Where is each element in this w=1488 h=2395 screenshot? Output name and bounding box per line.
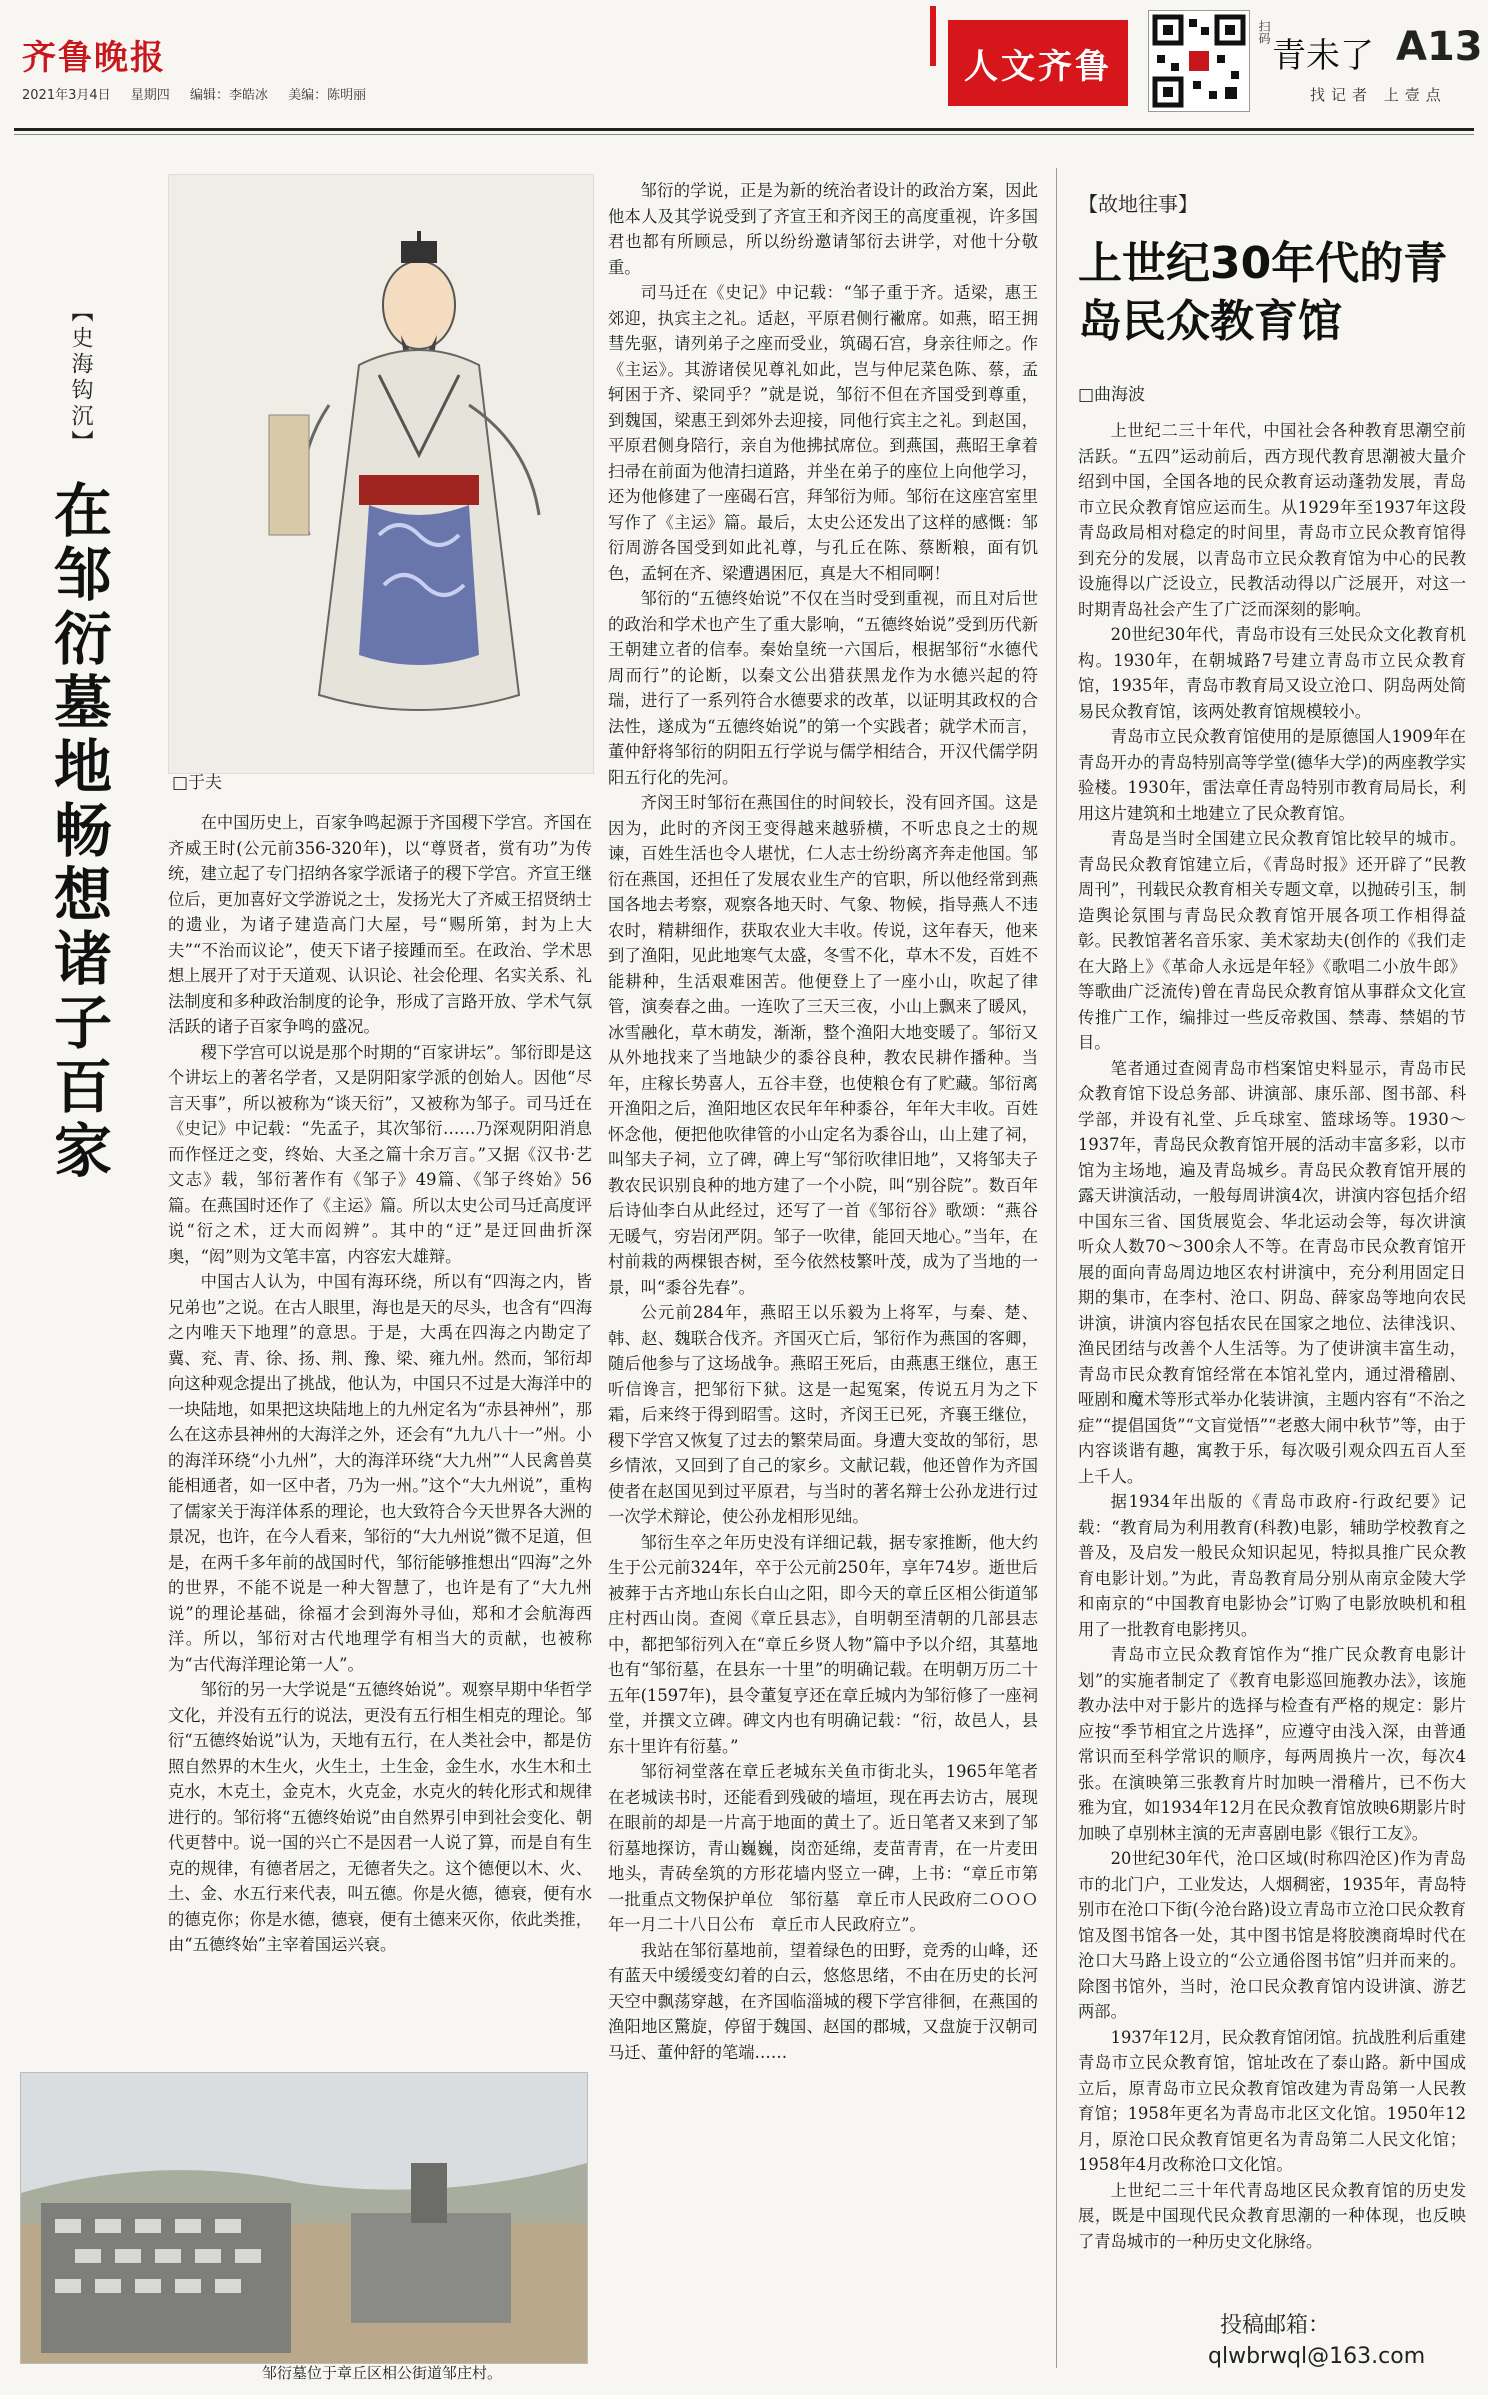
paragraph: 邹衍的学说，正是为新的统治者设计的政治方案，因此他本人及其学说受到了齐宣王和齐闵王的高度重视，许多国君也都有所顾忌，所以纷纷邀请邹衍去讲学，对他十分敬重。 xyxy=(608,181,1038,277)
paragraph: 稷下学宫可以说是那个时期的“百家讲坛”。邹衍即是这个讲坛上的著名学者，又是阴阳家学派的创始人。因他“尽言天事”，所以被称为“谈天衍”，又被称为邹子。司马迁在《史记》中记载：“先孟子，其次邹衍……乃深观阴阳消息而作怪迂之变，终始、大圣之篇十余万言。”又据《汉书·艺文志》载，邹衍著作有《邹子》49篇、《邹子终始》56篇。在燕国时还作了《主运》篇。所以太史公司马迁高度评说“衍之术，迂大而闳辨”。其中的“迂”是迂回曲折深奥，“闳”则为文笔丰富，内容宏大雄辩。 xyxy=(168,1042,592,1266)
scholar-figure-icon xyxy=(169,175,593,773)
paragraph: 上世纪二三十年代，中国社会各种教育思潮空前活跃。“五四”运动前后，西方现代教育思潮被大量介绍到中国，全国各地的民众教育运动蓬勃发展，青岛市立民众教育馆应运而生。从1929年至1937年这段青岛政局相对稳定的时间里，青岛市立民众教育馆得到充分的发展，以青岛市立民众教育馆为中心的民教设施得以广泛设立，民教活动得以广泛展开，对这一时期青岛社会产生了广泛而深刻的影响。 xyxy=(1078,421,1466,619)
right-article-column xyxy=(1078,418,1466,2288)
paragraph: 上世纪二三十年代青岛地区民众教育馆的历史发展，既是中国现代民众教育思潮的一种体现，也反映了青岛城市的一种历史文化脉络。 xyxy=(1078,2180,1466,2251)
qr-code[interactable] xyxy=(1148,10,1250,112)
weekday: 星期四 xyxy=(130,88,170,103)
page-slogan: 找记者 上壹点 xyxy=(1310,86,1447,104)
paragraph: 邹衍生卒之年历史没有详细记载，据专家推断，他大约生于公元前324年，卒于公元前250年，享年74岁。逝世后被葬于古齐地山东长白山之阳，即今天的章丘区相公街道邹庄村西山岗。查阅《章丘县志》，自明朝至清朝的几部县志中，都把邹衍列入在“章丘乡贤人物”篇中予以介绍，其墓地也有“邹衍墓，在县东一十里”的明确记载。在明朝万历二十五年(1597年)，县令董复亨还在章丘城内为邹衍修了一座祠堂，并撰文立碑。碑文内也有明确记载：“衍，故邑人，县东十里许有衍墓。” xyxy=(608,1532,1038,1756)
masthead-logo: 齐鲁晚报 xyxy=(22,38,166,78)
section-tab-accent xyxy=(930,6,936,66)
header-rule xyxy=(14,128,1474,131)
designer: 美编：陈明丽 xyxy=(288,88,367,103)
qr-label: 扫码 xyxy=(1257,20,1271,44)
paragraph: 我站在邹衍墓地前，望着绿色的田野，竞秀的山峰，还有蓝天中缓缓变幻着的白云，悠悠思绪，不由在历史的长河天空中飘荡穿越，在齐国临淄城的稷下学宫徘徊，在燕国的渔阳地区驚旋，停留于魏国、赵国的郡城，又盘旋于汉朝司马迁、董仲舒的笔端…… xyxy=(608,1940,1038,2062)
paragraph: 青岛市立民众教育馆使用的是原德国人1909年在青岛开办的青岛特别高等学堂(德华大学)的两座教学实验楼。1930年，雷法章任青岛特别市教育局局长，利用这片建筑和土地建立了民众教育馆。 xyxy=(1078,727,1466,823)
dateline xyxy=(22,84,382,103)
editor: 编辑：李皓冰 xyxy=(189,88,268,103)
submission-mailbox-label: 投稿邮箱： xyxy=(1220,2313,1331,2338)
left-article-author: □于夫 xyxy=(172,773,223,793)
right-kicker: 【故地往事】 xyxy=(1078,192,1198,216)
left-kicker: 【史海钩沉】 xyxy=(68,300,93,456)
paragraph: 司马迁在《史记》中记载：“邹子重于齐。适梁，惠王郊迎，执宾主之礼。适赵，平原君侧行襒席。如燕，昭王拥彗先驱，请列弟子之座而受业，筑碣石宫，身亲往师之。作《主运》。其游诸侯见尊礼如此，岂与仲尼菜色陈、蔡，孟轲困于齐、梁同乎？”就是说，邹衍不但在齐国受到尊重，到魏国，梁惠王到郊外去迎接，同他行宾主之礼。到赵国，平原君侧身陪行，亲自为他拂拭席位。到燕国，燕昭王拿着扫帚在前面为他清扫道路，并坐在弟子的座位上向他学习，还为他修建了一座碣石宫，拜邹衍为师。邹衍在这座宫室里写作了《主运》篇。最后，太史公还发出了这样的感慨：邹衍周游各国受到如此礼尊，与孔丘在陈、蔡断粮，面有饥色，孟轲在齐、梁遭遇困厄，真是大不相同啊！ xyxy=(608,283,1038,583)
left-article-column-2 xyxy=(608,178,1038,2228)
paragraph: 邹衍祠堂落在章丘老城东关鱼市街北头，1965年笔者在老城读书时，还能看到残破的墙垣，现在再去访古，展现在眼前的却是一片高于地面的黄土了。近日笔者又来到了邹衍墓地探访，青山巍巍，岗峦延绵，麦苗青青，在一片麦田地头，青砖垒筑的方形花墙内竖立一碑，上书：“章丘市第一批重点文物保护单位 邹衍墓 章丘市人民政府二ＯＯＯ年一月二十八日公布 章丘市人民政府立”。 xyxy=(608,1762,1038,1934)
page-label: 青未了 xyxy=(1272,36,1374,76)
tomb-photo xyxy=(20,2072,588,2364)
right-article-title: 上世纪30年代的青岛民众教育馆 xyxy=(1078,238,1448,347)
paragraph: 邹衍的“五德终始说”不仅在当时受到重视，而且对后世的政治和学术也产生了重大影响，“五德终始说”受到历代新王朝建立者的信奉。秦始皇统一六国后，根据邹衍“水德代周而行”的论断，以秦文公出猎获黑龙作为水德兴起的符瑞，进行了一系列符合水德要求的改革，以证明其政权的合法性，遂成为“五德终始说”的第一个实践者；就学术而言，董仲舒将邹衍的阴阳五行学说与儒学相结合，开汉代儒学阴阳五行化的先河。 xyxy=(608,589,1038,787)
paragraph: 邹衍的另一大学说是“五德终始说”。观察早期中华哲学文化，并没有五行的说法，更没有五行相生相克的理论。邹衍“五德终始说”认为，天地有五行，在人类社会中，都是仿照自然界的木生火，火生土，土生金，金生水，水生木和土克水，木克土，金克木，火克金，水克火的转化形式和规律进行的。邹衍将“五德终始说”由自然界引申到社会变化、朝代更替中。说一国的兴亡不是因君一人说了算，而是自有生克的规律，有德者居之，无德者失之。这个德便以木、火、土、金、水五行来代表，叫五德。你是火德，德衰，便有水的德克你；你是水德，德衰，便有土德来灭你，依此类推，由“五德终始”主宰着国运兴衰。 xyxy=(168,1680,592,1954)
header-rule-thin xyxy=(14,134,1474,135)
paragraph: 笔者通过查阅青岛市档案馆史料显示，青岛市民众教育馆下设总务部、讲演部、康乐部、图书部、科学部，并设有礼堂、乒乓球室、篮球场等。1930～1937年，青岛民众教育馆开展的活动丰富多彩，以市馆为主场地，遍及青岛城乡。青岛民众教育馆开展的露天讲演活动，一般每周讲演4次，讲演内容包括介绍中国东三省、国货展览会、华北运动会等，每次讲演听众人数70～300余人不等。在青岛市民众教育馆开展的面向青岛周边地区农村讲演中，充分利用固定日期的集市，在李村、沧口、阴岛、薛家岛等地向农民讲演，讲演内容包括农民在国家之地位、法律浅识、渔民团结与改善个人生活等。为了使讲演丰富生动，青岛市民众教育馆经常在本馆礼堂内，通过滑稽剧、哑剧和魔术等形式举办化装讲演，主题内容有“不治之症”“提倡国货”“文盲觉悟”“老憨大闹中秋节”等，由于内容谈谐有趣，寓教于乐，每次吸引观众四五百人至上千人。 xyxy=(1078,1058,1466,1486)
paragraph: 1937年12月，民众教育馆闭馆。抗战胜利后重建青岛市立民众教育馆，馆址改在了泰山路。新中国成立后，原青岛市立民众教育馆改建为青岛第一人民教育馆；1958年更名为青岛市北区文化馆。1950年12月，原沧口民众教育馆更名为青岛第二人民文化馆；1958年4月改称沧口文化馆。 xyxy=(1078,2027,1466,2174)
paragraph: 中国古人认为，中国有海环绕，所以有“四海之内，皆兄弟也”之说。在古人眼里，海也是天的尽头，也含有“四海之内唯天下地理”的意思。于是，大禹在四海之内勘定了冀、兖、青、徐、扬、荆、豫、梁、雍九州。然而，邹衍却向这种观念提出了挑战，他认为，中国只不过是大海洋中的一块陆地，如果把这块陆地上的九州定名为“赤县神州”，那么在这赤县神州的大海洋之外，还会有“九九八十一”州。小的海洋环绕“小九州”，大的海洋环绕“大九州”“人民禽兽莫能相通者，如一区中者，乃为一州。”这个“大九州说”，重构了儒家关于海洋体系的理论，也大致符合今天世界各大洲的景况，也许，在今人看来，邹衍的“大九州说”微不足道，但是，在两千多年前的战国时代，邹衍能够推想出“四海”之外的世界，不能不说是一种大智慧了，也许是有了“大九州说”的理论基础，徐福才会到海外寻仙，郑和才会航海西洋。所以，邹衍对古代地理学有相当大的贡献，也被称为“古代海洋理论第一人”。 xyxy=(168,1272,592,1674)
left-article-column-1 xyxy=(168,810,592,2060)
tomb-photo-icon xyxy=(21,2073,587,2363)
qr-code-icon xyxy=(1149,11,1249,111)
page-number: A13 xyxy=(1396,24,1483,70)
paragraph: 公元前284年，燕昭王以乐毅为上将军，与秦、楚、韩、赵、魏联合伐齐。齐国灭亡后，邹衍作为燕国的客卿，随后他参与了这场战争。燕昭王死后，由燕惠王继位，惠王听信谗言，把邹衍下狱。这是一起冤案，传说五月为之下霜，后来终于得到昭雪。这时，齐闵王已死，齐襄王继位，稷下学宫又恢复了过去的繁荣局面。身遭大变故的邹衍，思乡情浓，又回到了自己的家乡。文献记载，他还曾作为齐国使者在赵国见到过平原君，与当时的著名辩士公孙龙进行过一次学术辩论，使公孙龙相形见绌。 xyxy=(608,1303,1038,1526)
photo-caption: 邹衍墓位于章丘区相公街道邹庄村。 xyxy=(262,2364,503,2382)
left-article-title: 在邹衍墓地畅想诸子百家 xyxy=(44,480,112,1184)
column-divider xyxy=(1056,168,1057,2368)
paragraph: 青岛是当时全国建立民众教育馆比较早的城市。青岛民众教育馆建立后，《青岛时报》还开辟了“民教周刊”，刊载民众教育相关专题文章，以抛砖引玉，制造舆论氛围与青岛民众教育馆开展各项工作相得益彰。民教馆著名音乐家、美术家劫夫(创作的《我们走在大路上》《革命人永远是年轻》《歌唱二小放牛郎》等歌曲广泛流传)曾在青岛民众教育馆从事群众文化宣传推广工作，编排过一些反帝救国、禁毒、禁娼的节目。 xyxy=(1078,829,1466,1052)
right-article-author: □曲海波 xyxy=(1078,385,1146,405)
paragraph: 据1934年出版的《青岛市政府-行政纪要》记载：“教育局为利用教育(科教)电影，辅助学校教育之普及，及启发一般民众知识起见，特拟具推广民众教育电影计划。”为此，青岛教育局分别从南京金陵大学和南京的“中国教育电影协会”订购了电影放映机和租用了一批教育电影拷贝。 xyxy=(1078,1492,1466,1639)
paragraph: 齐闵王时邹衍在燕国住的时间较长，没有回齐国。这是因为，此时的齐闵王变得越来越骄横，不听忠良之士的规谏，百姓生活也令人堪忧，仁人志士纷纷离齐奔走他国。邹衍在燕国，还担任了发展农业生产的官职，所以他经常到燕国各地去考察，观察各地天时、气象、物候，指导燕人不违农时，精耕细作，获取农业大丰收。传说，这年春天，他来到了渔阳，见此地寒气太盛，冬雪不化，草木不发，百姓不能耕种，生活艰难困苦。他便登上了一座小山，吹起了律管，演奏春之曲。一连吹了三天三夜，小山上飘来了暖风，冰雪融化，草木萌发，渐渐，整个渔阳大地变暖了。邹衍又从外地找来了当地缺少的黍谷良种，教农民耕作播种。当年，庄稼长势喜人，五谷丰登，也使粮仓有了贮藏。邹衍离开渔阳之后，渔阳地区农民年年种黍谷，年年大丰收。百姓怀念他，便把他吹律管的小山定名为黍谷山，山上建了祠，叫邹夫子祠，立了碑，碑上写“邹衍吹律旧地”，又将邹夫子教农民识别良种的地方建了一个小院，叫“别谷院”。数百年后诗仙李白从此经过，还写了一首《邹衍谷》歌颂：“燕谷无暖气，穷岩闭严阴。邹子一吹律，能回天地心。”当年，在村前栽的两棵银杏树，至今依然枝繁叶茂，成为了当地的一景，叫“黍谷先春”。 xyxy=(608,793,1038,1297)
paragraph: 青岛市立民众教育馆作为“推广民众教育电影计划”的实施者制定了《教育电影巡回施教办法》，该施教办法中对于影片的选择与检查有严格的规定：影片应按“季节相宜之片选择”，应遵守由浅入深，由普通常识而至科学常识的顺序，每两周换片一次，每次4张。在演映第三张教育片时加映一滑稽片，已不伤大雅为宜，如1934年12月在民众教育馆放映6期影片时加映了卓别林主演的无声喜剧电影《银行工友》。 xyxy=(1078,1645,1466,1843)
paragraph: 20世纪30年代，沧口区域(时称四沧区)作为青岛市的北门户，工业发达，人烟稠密，1935年，青岛特别市在沧口下街(今沧台路)设立青岛市立沧口民众教育馆及图书馆各一处，其中图书馆是将胶澳商埠时代在沧口大马路上设立的“公立通俗图书馆”归并而来的。除图书馆外，当时，沧口民众教育馆内设讲演、游艺两部。 xyxy=(1078,1849,1466,2021)
submission-mailbox-email[interactable]: qlwbrwql@163.com xyxy=(1208,2344,1426,2369)
paragraph: 20世纪30年代，青岛市设有三处民众文化教育机构。1930年，在朝城路7号建立青岛市立民众教育馆，1935年，青岛市教育局又设立沧口、阴岛两处简易民众教育馆，该两处教育馆规模较小。 xyxy=(1078,625,1466,721)
section-tab: 人文齐鲁 xyxy=(948,20,1128,106)
zou-yan-illustration xyxy=(168,174,594,774)
date: 2021年3月4日 xyxy=(22,88,111,103)
paragraph: 在中国历史上，百家争鸣起源于齐国稷下学宫。齐国在齐威王时(公元前356-320年)，以“尊贤者，赏有功”为传统，建立起了专门招纳各家学派诸子的稷下学宫。齐宣王继位后，更加喜好文学游说之士，发扬光大了齐威王招贤纳士的遗业，为诸子建造高门大屋，号“赐所第，封为上大夫”“不治而议论”，使天下诸子接踵而至。在政治、学术思想上展开了对于天道观、认识论、社会伦理、名实关系、礼法制度和多种政治制度的论争，形成了言路开放、学术气氛活跃的诸子百家争鸣的盛况。 xyxy=(168,813,592,1036)
